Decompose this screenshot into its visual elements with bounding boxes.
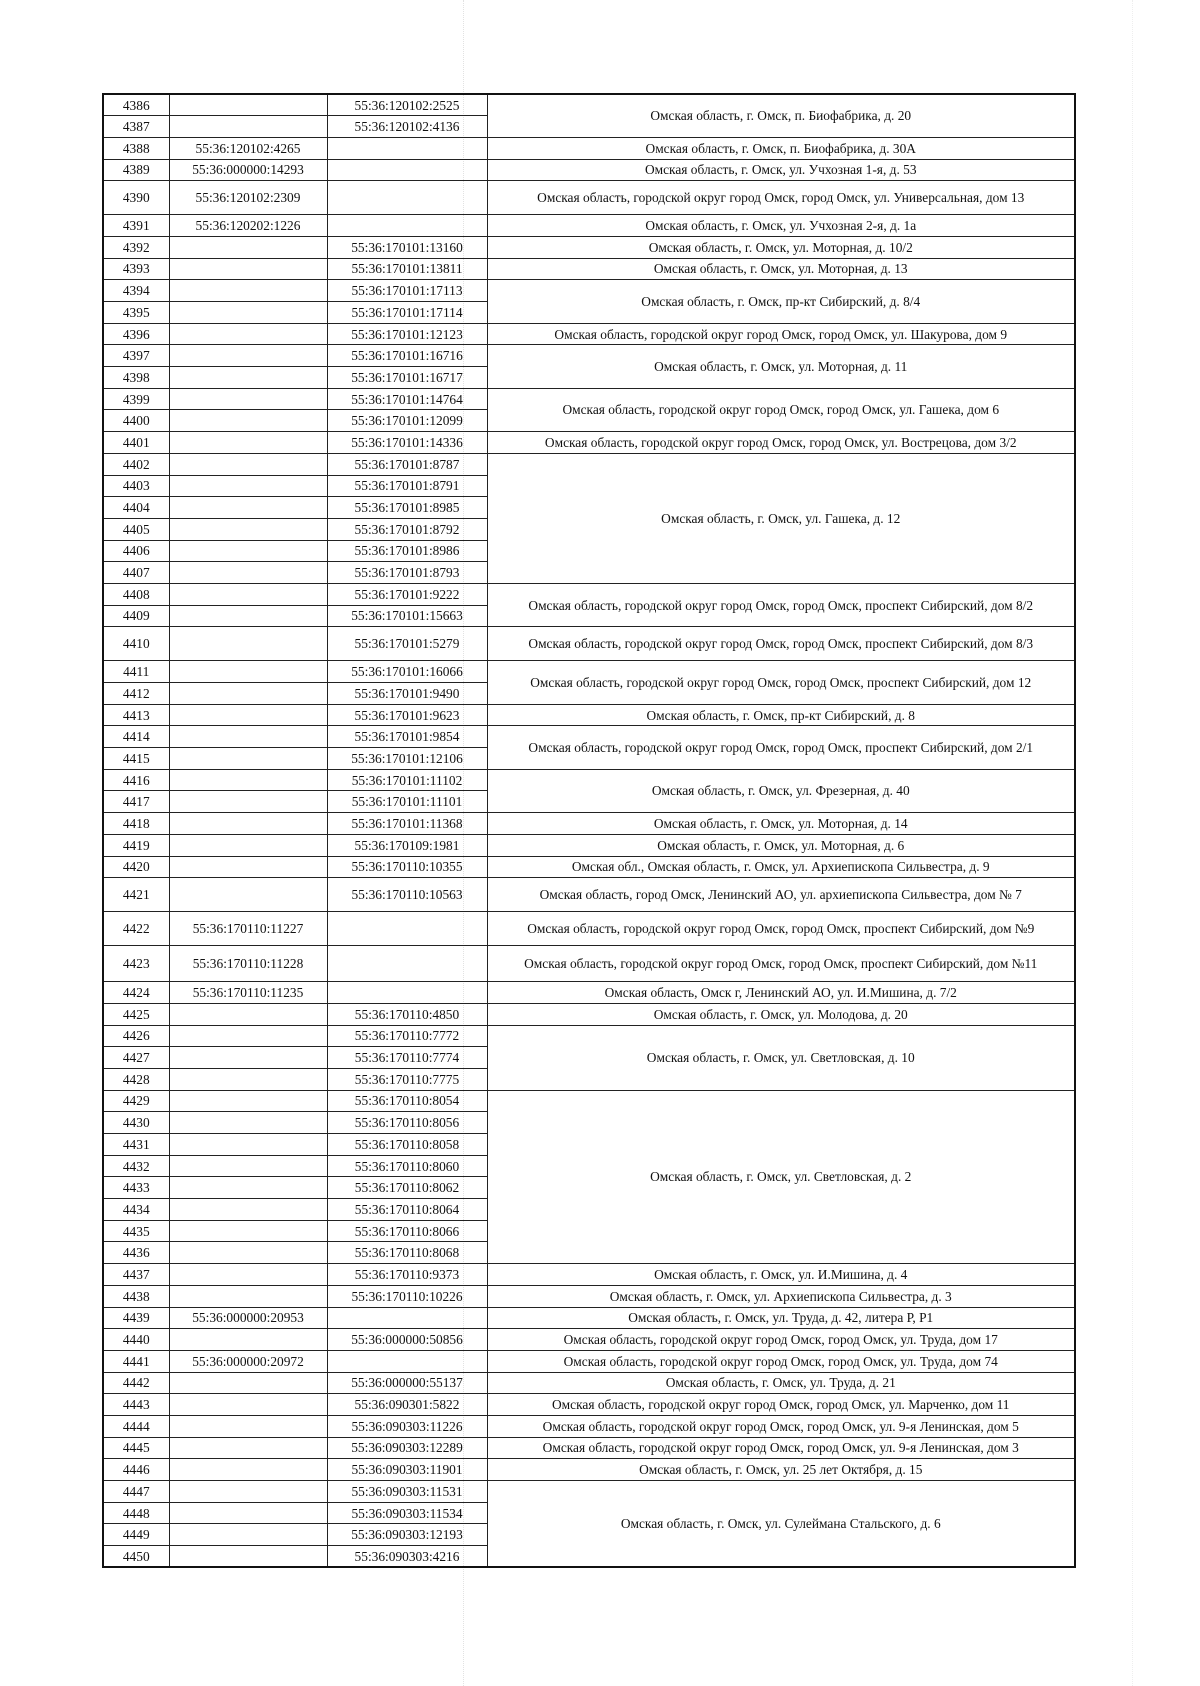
cadastral-number-cell: [169, 345, 327, 367]
cadastral-number-cell: [169, 1524, 327, 1546]
related-cadastral-number-cell: 55:36:000000:55137: [327, 1372, 487, 1394]
row-number-cell: 4431: [103, 1134, 169, 1156]
related-cadastral-number-cell: 55:36:170110:8068: [327, 1242, 487, 1264]
related-cadastral-number-cell: 55:36:170101:16066: [327, 661, 487, 683]
cadastral-number-cell: [169, 94, 327, 116]
table-row: [103, 1372, 1075, 1394]
related-cadastral-number-cell: 55:36:090303:11531: [327, 1481, 487, 1503]
table-row: [103, 627, 1075, 661]
table-row: [103, 258, 1075, 280]
cadastral-number-cell: [169, 367, 327, 389]
table-row: [103, 856, 1075, 878]
cadastral-number-cell: 55:36:120102:2309: [169, 181, 327, 215]
address-cell: Омская область, г. Омск, ул. Светловская, д. 10: [487, 1025, 1075, 1090]
table-row: [103, 813, 1075, 835]
row-number-cell: 4448: [103, 1502, 169, 1524]
related-cadastral-number-cell: 55:36:170101:8985: [327, 497, 487, 519]
row-number-cell: 4394: [103, 280, 169, 302]
cadastral-number-cell: [169, 856, 327, 878]
related-cadastral-number-cell: [327, 159, 487, 181]
cadastral-number-cell: [169, 661, 327, 683]
table-row: [103, 912, 1075, 946]
related-cadastral-number-cell: 55:36:170109:1981: [327, 834, 487, 856]
table-row: [103, 1437, 1075, 1459]
related-cadastral-number-cell: 55:36:170101:8792: [327, 518, 487, 540]
row-number-cell: 4396: [103, 323, 169, 345]
table-row: [103, 1459, 1075, 1481]
table-row: [103, 236, 1075, 258]
row-number-cell: 4436: [103, 1242, 169, 1264]
address-cell: Омская область, г. Омск, пр-кт Сибирский, д. 8: [487, 704, 1075, 726]
cadastral-number-cell: 55:36:170110:11227: [169, 912, 327, 946]
related-cadastral-number-cell: 55:36:170110:10355: [327, 856, 487, 878]
related-cadastral-number-cell: 55:36:090303:11226: [327, 1415, 487, 1437]
cadastral-number-cell: 55:36:000000:20953: [169, 1307, 327, 1329]
property-registry-table: [102, 93, 1076, 1568]
cadastral-number-cell: [169, 1394, 327, 1416]
cadastral-number-cell: [169, 1090, 327, 1112]
table-row: [103, 388, 1075, 410]
table-row: [103, 215, 1075, 237]
address-cell: Омская область, г. Омск, ул. Моторная, д. 13: [487, 258, 1075, 280]
cadastral-number-cell: 55:36:000000:20972: [169, 1350, 327, 1372]
row-number-cell: 4438: [103, 1285, 169, 1307]
row-number-cell: 4415: [103, 748, 169, 770]
cadastral-number-cell: [169, 769, 327, 791]
address-cell: Омская область, городской округ город Омск, город Омск, проспект Сибирский, дом №11: [487, 946, 1075, 982]
table-row: [103, 453, 1075, 475]
row-number-cell: 4444: [103, 1415, 169, 1437]
related-cadastral-number-cell: [327, 1350, 487, 1372]
related-cadastral-number-cell: 55:36:170101:14764: [327, 388, 487, 410]
cadastral-number-cell: [169, 540, 327, 562]
cadastral-number-cell: [169, 410, 327, 432]
cadastral-number-cell: [169, 748, 327, 770]
table-row: [103, 1481, 1075, 1503]
cadastral-number-cell: [169, 1155, 327, 1177]
related-cadastral-number-cell: 55:36:000000:50856: [327, 1329, 487, 1351]
table-row: [103, 1350, 1075, 1372]
address-cell: Омская область, г. Омск, ул. Учхозная 2-я, д. 1а: [487, 215, 1075, 237]
row-number-cell: 4408: [103, 583, 169, 605]
row-number-cell: 4420: [103, 856, 169, 878]
row-number-cell: 4435: [103, 1220, 169, 1242]
address-cell: Омская область, город Омск, Ленинский АО, ул. архиепископа Сильвестра, дом № 7: [487, 878, 1075, 912]
related-cadastral-number-cell: 55:36:170110:8054: [327, 1090, 487, 1112]
cadastral-number-cell: [169, 834, 327, 856]
table-row: [103, 159, 1075, 181]
address-cell: Омская область, г. Омск, ул. Молодова, д. 20: [487, 1003, 1075, 1025]
row-number-cell: 4429: [103, 1090, 169, 1112]
table-row: [103, 432, 1075, 454]
address-cell: Омская область, г. Омск, ул. Сулеймана Стальского, д. 6: [487, 1481, 1075, 1568]
table-row: [103, 583, 1075, 605]
table-row: [103, 946, 1075, 982]
address-cell: Омская область, г. Омск, п. Биофабрика, д. 30А: [487, 137, 1075, 159]
cadastral-number-cell: 55:36:170110:11235: [169, 982, 327, 1004]
table-row: [103, 280, 1075, 302]
registry-table-body: [103, 94, 1075, 1567]
table-row: [103, 1307, 1075, 1329]
address-cell: Омская область, Омск г, Ленинский АО, ул. И.Мишина, д. 7/2: [487, 982, 1075, 1004]
cadastral-number-cell: [169, 258, 327, 280]
address-cell: Омская область, городской округ город Омск, город Омск, проспект Сибирский, дом №9: [487, 912, 1075, 946]
related-cadastral-number-cell: [327, 181, 487, 215]
row-number-cell: 4392: [103, 236, 169, 258]
row-number-cell: 4422: [103, 912, 169, 946]
cadastral-number-cell: [169, 813, 327, 835]
related-cadastral-number-cell: 55:36:170101:8986: [327, 540, 487, 562]
cadastral-number-cell: [169, 1134, 327, 1156]
address-cell: Омская область, городской округ город Омск, город Омск, проспект Сибирский, дом 8/3: [487, 627, 1075, 661]
table-row: [103, 345, 1075, 367]
cadastral-number-cell: 55:36:000000:14293: [169, 159, 327, 181]
row-number-cell: 4387: [103, 116, 169, 138]
related-cadastral-number-cell: [327, 1307, 487, 1329]
cadastral-number-cell: [169, 878, 327, 912]
related-cadastral-number-cell: 55:36:090303:4216: [327, 1546, 487, 1568]
related-cadastral-number-cell: 55:36:090303:11534: [327, 1502, 487, 1524]
row-number-cell: 4450: [103, 1546, 169, 1568]
related-cadastral-number-cell: 55:36:170101:11102: [327, 769, 487, 791]
cadastral-number-cell: [169, 791, 327, 813]
cadastral-number-cell: [169, 475, 327, 497]
table-row: [103, 878, 1075, 912]
address-cell: Омская область, городской округ город Омск, город Омск, ул. Труда, дом 74: [487, 1350, 1075, 1372]
related-cadastral-number-cell: 55:36:170101:8793: [327, 562, 487, 584]
table-row: [103, 323, 1075, 345]
row-number-cell: 4407: [103, 562, 169, 584]
row-number-cell: 4423: [103, 946, 169, 982]
table-row: [103, 704, 1075, 726]
row-number-cell: 4402: [103, 453, 169, 475]
cadastral-number-cell: [169, 1285, 327, 1307]
row-number-cell: 4441: [103, 1350, 169, 1372]
related-cadastral-number-cell: 55:36:170110:8064: [327, 1199, 487, 1221]
related-cadastral-number-cell: 55:36:170101:12123: [327, 323, 487, 345]
row-number-cell: 4414: [103, 726, 169, 748]
cadastral-number-cell: [169, 518, 327, 540]
related-cadastral-number-cell: 55:36:170101:5279: [327, 627, 487, 661]
related-cadastral-number-cell: 55:36:170110:10563: [327, 878, 487, 912]
related-cadastral-number-cell: 55:36:170101:8791: [327, 475, 487, 497]
cadastral-number-cell: [169, 1068, 327, 1090]
row-number-cell: 4434: [103, 1199, 169, 1221]
address-cell: Омская область, г. Омск, п. Биофабрика, д. 20: [487, 94, 1075, 137]
row-number-cell: 4442: [103, 1372, 169, 1394]
related-cadastral-number-cell: 55:36:170101:16716: [327, 345, 487, 367]
address-cell: Омская область, г. Омск, ул. Моторная, д. 6: [487, 834, 1075, 856]
cadastral-number-cell: 55:36:170110:11228: [169, 946, 327, 982]
cadastral-number-cell: [169, 605, 327, 627]
row-number-cell: 4412: [103, 683, 169, 705]
address-cell: Омская область, г. Омск, ул. Светловская, д. 2: [487, 1090, 1075, 1264]
related-cadastral-number-cell: 55:36:170101:9623: [327, 704, 487, 726]
cadastral-number-cell: [169, 1459, 327, 1481]
cadastral-number-cell: [169, 583, 327, 605]
table-row: [103, 137, 1075, 159]
table-row: [103, 1329, 1075, 1351]
table-row: [103, 1264, 1075, 1286]
table-row: [103, 1025, 1075, 1047]
row-number-cell: 4405: [103, 518, 169, 540]
row-number-cell: 4428: [103, 1068, 169, 1090]
cadastral-number-cell: [169, 1242, 327, 1264]
related-cadastral-number-cell: 55:36:170110:8062: [327, 1177, 487, 1199]
table-row: [103, 1003, 1075, 1025]
row-number-cell: 4413: [103, 704, 169, 726]
related-cadastral-number-cell: 55:36:170110:8056: [327, 1112, 487, 1134]
row-number-cell: 4445: [103, 1437, 169, 1459]
row-number-cell: 4388: [103, 137, 169, 159]
table-row: [103, 1415, 1075, 1437]
cadastral-number-cell: [169, 1502, 327, 1524]
related-cadastral-number-cell: 55:36:170110:10226: [327, 1285, 487, 1307]
cadastral-number-cell: [169, 1047, 327, 1069]
cadastral-number-cell: [169, 726, 327, 748]
address-cell: Омская область, г. Омск, ул. Фрезерная, д. 40: [487, 769, 1075, 812]
related-cadastral-number-cell: 55:36:170110:7775: [327, 1068, 487, 1090]
cadastral-number-cell: [169, 497, 327, 519]
address-cell: Омская область, г. Омск, пр-кт Сибирский, д. 8/4: [487, 280, 1075, 323]
related-cadastral-number-cell: [327, 912, 487, 946]
cadastral-number-cell: [169, 116, 327, 138]
related-cadastral-number-cell: 55:36:170101:16717: [327, 367, 487, 389]
table-row: [103, 769, 1075, 791]
address-cell: Омская область, г. Омск, ул. Моторная, д. 14: [487, 813, 1075, 835]
related-cadastral-number-cell: 55:36:170101:13160: [327, 236, 487, 258]
address-cell: Омская область, городской округ город Омск, город Омск, ул. Вострецова, дом 3/2: [487, 432, 1075, 454]
table-row: [103, 1285, 1075, 1307]
address-cell: Омская область, городской округ город Омск, город Омск, проспект Сибирский, дом 2/1: [487, 726, 1075, 769]
address-cell: Омская область, городской округ город Омск, город Омск, ул. 9-я Ленинская, дом 3: [487, 1437, 1075, 1459]
cadastral-number-cell: [169, 323, 327, 345]
cadastral-number-cell: [169, 1415, 327, 1437]
cadastral-number-cell: [169, 236, 327, 258]
table-row: [103, 661, 1075, 683]
row-number-cell: 4393: [103, 258, 169, 280]
related-cadastral-number-cell: 55:36:170110:7772: [327, 1025, 487, 1047]
cadastral-number-cell: [169, 683, 327, 705]
scan-edge-line: [1132, 0, 1133, 1686]
related-cadastral-number-cell: 55:36:170101:12099: [327, 410, 487, 432]
row-number-cell: 4390: [103, 181, 169, 215]
table-row: [103, 726, 1075, 748]
related-cadastral-number-cell: 55:36:090301:5822: [327, 1394, 487, 1416]
related-cadastral-number-cell: [327, 137, 487, 159]
cadastral-number-cell: 55:36:120202:1226: [169, 215, 327, 237]
address-cell: Омская обл., Омская область, г. Омск, ул. Архиепископа Сильвестра, д. 9: [487, 856, 1075, 878]
row-number-cell: 4449: [103, 1524, 169, 1546]
row-number-cell: 4430: [103, 1112, 169, 1134]
row-number-cell: 4440: [103, 1329, 169, 1351]
address-cell: Омская область, г. Омск, ул. Моторная, д. 11: [487, 345, 1075, 388]
cadastral-number-cell: [169, 1025, 327, 1047]
related-cadastral-number-cell: 55:36:090303:12193: [327, 1524, 487, 1546]
row-number-cell: 4437: [103, 1264, 169, 1286]
address-cell: Омская область, городской округ город Омск, город Омск, ул. Шакурова, дом 9: [487, 323, 1075, 345]
cadastral-number-cell: 55:36:120102:4265: [169, 137, 327, 159]
row-number-cell: 4409: [103, 605, 169, 627]
row-number-cell: 4395: [103, 302, 169, 324]
table-row: [103, 834, 1075, 856]
cadastral-number-cell: [169, 388, 327, 410]
address-cell: Омская область, г. Омск, ул. Труда, д. 21: [487, 1372, 1075, 1394]
related-cadastral-number-cell: 55:36:170101:13811: [327, 258, 487, 280]
row-number-cell: 4419: [103, 834, 169, 856]
row-number-cell: 4432: [103, 1155, 169, 1177]
row-number-cell: 4424: [103, 982, 169, 1004]
related-cadastral-number-cell: 55:36:170110:9373: [327, 1264, 487, 1286]
related-cadastral-number-cell: 55:36:170110:8058: [327, 1134, 487, 1156]
related-cadastral-number-cell: [327, 982, 487, 1004]
cadastral-number-cell: [169, 562, 327, 584]
cadastral-number-cell: [169, 704, 327, 726]
table-row: [103, 181, 1075, 215]
address-cell: Омская область, городской округ город Омск, город Омск, ул. Марченко, дом 11: [487, 1394, 1075, 1416]
row-number-cell: 4397: [103, 345, 169, 367]
table-row: [103, 94, 1075, 116]
related-cadastral-number-cell: 55:36:090303:11901: [327, 1459, 487, 1481]
row-number-cell: 4439: [103, 1307, 169, 1329]
row-number-cell: 4443: [103, 1394, 169, 1416]
cadastral-number-cell: [169, 627, 327, 661]
cadastral-number-cell: [169, 1112, 327, 1134]
address-cell: Омская область, г. Омск, ул. Учхозная 1-я, д. 53: [487, 159, 1075, 181]
cadastral-number-cell: [169, 1177, 327, 1199]
row-number-cell: 4447: [103, 1481, 169, 1503]
row-number-cell: 4421: [103, 878, 169, 912]
row-number-cell: 4411: [103, 661, 169, 683]
row-number-cell: 4418: [103, 813, 169, 835]
row-number-cell: 4386: [103, 94, 169, 116]
address-cell: Омская область, городской округ город Омск, город Омск, ул. Труда, дом 17: [487, 1329, 1075, 1351]
related-cadastral-number-cell: 55:36:170101:9222: [327, 583, 487, 605]
address-cell: Омская область, городской округ город Омск, город Омск, ул. Гашека, дом 6: [487, 388, 1075, 431]
cadastral-number-cell: [169, 1264, 327, 1286]
table-row: [103, 1394, 1075, 1416]
related-cadastral-number-cell: 55:36:170110:8060: [327, 1155, 487, 1177]
related-cadastral-number-cell: 55:36:170101:15663: [327, 605, 487, 627]
cadastral-number-cell: [169, 1199, 327, 1221]
related-cadastral-number-cell: 55:36:170101:9490: [327, 683, 487, 705]
row-number-cell: 4417: [103, 791, 169, 813]
related-cadastral-number-cell: [327, 946, 487, 982]
document-page: [102, 93, 1074, 1568]
row-number-cell: 4425: [103, 1003, 169, 1025]
address-cell: Омская область, городской округ город Омск, город Омск, проспект Сибирский, дом 12: [487, 661, 1075, 704]
cadastral-number-cell: [169, 1481, 327, 1503]
address-cell: Омская область, г. Омск, ул. 25 лет Октября, д. 15: [487, 1459, 1075, 1481]
related-cadastral-number-cell: 55:36:170101:11368: [327, 813, 487, 835]
address-cell: Омская область, городской округ город Омск, город Омск, ул. 9-я Ленинская, дом 5: [487, 1415, 1075, 1437]
cadastral-number-cell: [169, 453, 327, 475]
related-cadastral-number-cell: 55:36:120102:4136: [327, 116, 487, 138]
row-number-cell: 4433: [103, 1177, 169, 1199]
row-number-cell: 4406: [103, 540, 169, 562]
row-number-cell: 4416: [103, 769, 169, 791]
related-cadastral-number-cell: 55:36:170110:8066: [327, 1220, 487, 1242]
row-number-cell: 4404: [103, 497, 169, 519]
address-cell: Омская область, г. Омск, ул. И.Мишина, д. 4: [487, 1264, 1075, 1286]
row-number-cell: 4427: [103, 1047, 169, 1069]
address-cell: Омская область, г. Омск, ул. Гашека, д. 12: [487, 453, 1075, 583]
address-cell: Омская область, г. Омск, ул. Труда, д. 42, литера Р, Р1: [487, 1307, 1075, 1329]
address-cell: Омская область, г. Омск, ул. Архиепископа Сильвестра, д. 3: [487, 1285, 1075, 1307]
cadastral-number-cell: [169, 432, 327, 454]
row-number-cell: 4410: [103, 627, 169, 661]
table-row: [103, 1090, 1075, 1112]
cadastral-number-cell: [169, 1329, 327, 1351]
related-cadastral-number-cell: 55:36:170101:17114: [327, 302, 487, 324]
row-number-cell: 4389: [103, 159, 169, 181]
table-row: [103, 982, 1075, 1004]
cadastral-number-cell: [169, 302, 327, 324]
related-cadastral-number-cell: 55:36:090303:12289: [327, 1437, 487, 1459]
related-cadastral-number-cell: 55:36:170101:14336: [327, 432, 487, 454]
related-cadastral-number-cell: 55:36:170110:7774: [327, 1047, 487, 1069]
related-cadastral-number-cell: 55:36:120102:2525: [327, 94, 487, 116]
cadastral-number-cell: [169, 280, 327, 302]
cadastral-number-cell: [169, 1546, 327, 1568]
row-number-cell: 4401: [103, 432, 169, 454]
related-cadastral-number-cell: 55:36:170101:8787: [327, 453, 487, 475]
related-cadastral-number-cell: 55:36:170101:9854: [327, 726, 487, 748]
related-cadastral-number-cell: 55:36:170101:17113: [327, 280, 487, 302]
row-number-cell: 4446: [103, 1459, 169, 1481]
related-cadastral-number-cell: 55:36:170101:12106: [327, 748, 487, 770]
cadastral-number-cell: [169, 1220, 327, 1242]
row-number-cell: 4400: [103, 410, 169, 432]
row-number-cell: 4398: [103, 367, 169, 389]
row-number-cell: 4391: [103, 215, 169, 237]
related-cadastral-number-cell: 55:36:170101:11101: [327, 791, 487, 813]
address-cell: Омская область, городской округ город Омск, город Омск, проспект Сибирский, дом 8/2: [487, 583, 1075, 626]
address-cell: Омская область, городской округ город Омск, город Омск, ул. Универсальная, дом 13: [487, 181, 1075, 215]
row-number-cell: 4403: [103, 475, 169, 497]
cadastral-number-cell: [169, 1437, 327, 1459]
row-number-cell: 4426: [103, 1025, 169, 1047]
cadastral-number-cell: [169, 1003, 327, 1025]
related-cadastral-number-cell: 55:36:170110:4850: [327, 1003, 487, 1025]
row-number-cell: 4399: [103, 388, 169, 410]
related-cadastral-number-cell: [327, 215, 487, 237]
address-cell: Омская область, г. Омск, ул. Моторная, д. 10/2: [487, 236, 1075, 258]
cadastral-number-cell: [169, 1372, 327, 1394]
